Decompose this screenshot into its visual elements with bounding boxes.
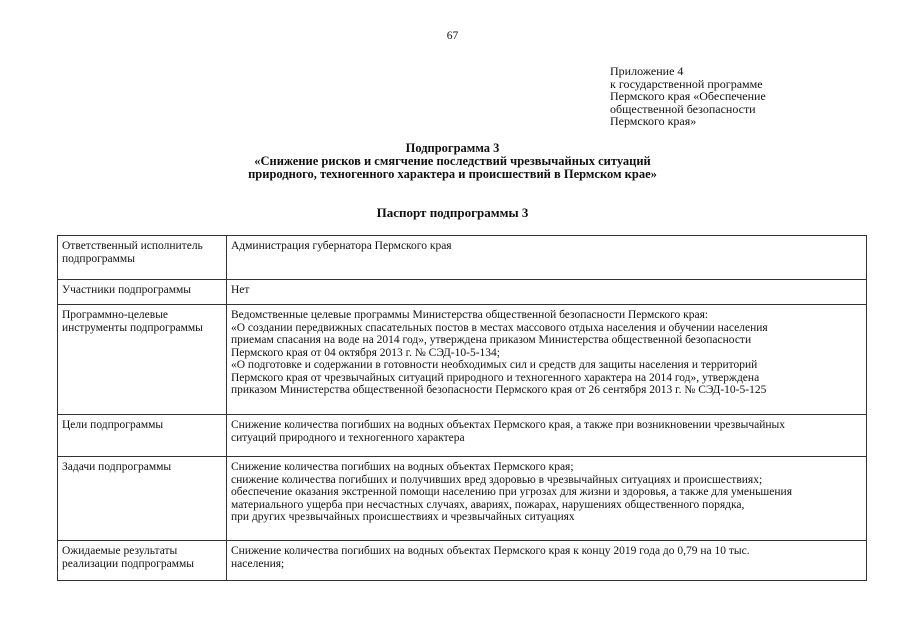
passport-row [58, 541, 867, 581]
row-value-line: Пермского края от 04 октября 2013 г. № СЭД-10-5-134; [231, 346, 500, 359]
row-value-line: Снижение количества погибших на водных объектах Пермского края, а также при возникновении чрезвычайных [231, 419, 786, 431]
row-paragraph [231, 419, 862, 444]
row-value-line: обеспечение оказания экстренной помощи населению при угрозах для жизни и здоровья, а также для уменьшения [231, 486, 792, 498]
row-value-line: материального ущерба при несчастных случаях, авариях, пожарах, нарушениях общественного порядка, [231, 498, 745, 511]
row-label [58, 415, 227, 457]
row-paragraph [231, 322, 862, 360]
row-label-line: Ответственный исполнитель [62, 240, 203, 252]
passport-table-body [58, 236, 867, 581]
appendix-line: к государственной программе [610, 76, 763, 91]
row-label [58, 457, 227, 541]
appendix-line: Приложение 4 [610, 64, 684, 78]
heading-line: природного, техногенного характера и происшествий в Пермском крае» [248, 167, 657, 181]
row-label [58, 541, 227, 581]
heading-line: Подпрограмма 3 [405, 141, 500, 155]
row-value [227, 415, 867, 457]
row-value [227, 305, 867, 415]
row-value-line: приказом Министерства общественной безопасности Пермского края от 26 сентября 2013 г. № СЭД-10-5-125 [231, 384, 767, 396]
row-label-line: инструменты подпрограммы [62, 321, 203, 334]
row-label-line: Программно-целевые [62, 309, 169, 321]
row-value-line: Нет [231, 284, 250, 296]
row-value-line: Снижение количества погибших на водных объектах Пермского края к концу 2019 года до 0,79 на 10 тыс. [231, 545, 750, 557]
passport-row [58, 415, 867, 457]
row-label-line: Цели подпрограммы [62, 419, 164, 431]
appendix-line: Пермского края» [610, 114, 697, 128]
passport-row [58, 305, 867, 415]
row-value [227, 280, 867, 305]
passport-table [57, 235, 867, 581]
subprogram-heading [0, 142, 905, 181]
row-label-line: Участники подпрограммы [62, 284, 192, 296]
row-value-line: снижение количества погибших и получивших вред здоровью в чрезвычайных ситуациях и происшествиях; [231, 473, 763, 486]
row-paragraph [231, 474, 862, 487]
passport-title: Паспорт подпрограммы 3 [376, 205, 529, 220]
passport-row [58, 280, 867, 305]
row-value-line: Снижение количества погибших на водных объектах Пермского края; [231, 461, 574, 473]
row-value-line: ситуаций природного и техногенного характера [231, 431, 465, 444]
row-label [58, 280, 227, 305]
passport-row [58, 236, 867, 280]
appendix-line: общественной безопасности [610, 101, 756, 116]
passport-row [58, 457, 867, 541]
row-value-line: Ведомственные целевые программы Министерства общественной безопасности Пермского края: [231, 309, 709, 321]
row-label [58, 236, 227, 280]
row-label-line: подпрограммы [62, 252, 135, 265]
row-paragraph [231, 545, 862, 570]
row-value [227, 541, 867, 581]
row-value-line: населения; [231, 557, 285, 570]
row-paragraph [231, 284, 862, 297]
row-label-line: Ожидаемые результаты [62, 545, 178, 557]
row-paragraph [231, 486, 862, 524]
row-paragraph [231, 240, 862, 253]
row-value-line: Пермского края от чрезвычайных ситуаций природного и техногенного характера на 2014 год», утверждена [231, 371, 760, 384]
row-value-line: «О подготовке и содержании в готовности необходимых сил и средств для защиты населения и территорий [231, 359, 758, 371]
row-value [227, 457, 867, 541]
row-value [227, 236, 867, 280]
row-label-line: Задачи подпрограммы [62, 461, 172, 473]
page-number: 67 [446, 30, 459, 42]
appendix-note [610, 65, 890, 128]
row-paragraph [231, 461, 862, 474]
row-value-line: приемам спасания на воде на 2014 год», утверждена приказом Министерства общественной безопасности [231, 334, 752, 346]
row-paragraph [231, 309, 862, 322]
row-paragraph [231, 359, 862, 397]
row-label [58, 305, 227, 415]
row-value-line: «О создании передвижных спасательных постов в местах массового отдыха населения и обучении населения [231, 321, 768, 334]
row-value-line: при других чрезвычайных происшествиях и чрезвычайных ситуациях [231, 511, 575, 523]
heading-line: «Снижение рисков и смягчение последствий чрезвычайных ситуаций [254, 154, 651, 168]
row-value-line: Администрация губернатора Пермского края [231, 240, 452, 252]
appendix-line: Пермского края «Обеспечение [610, 89, 766, 103]
row-label-line: реализации подпрограммы [62, 557, 195, 570]
